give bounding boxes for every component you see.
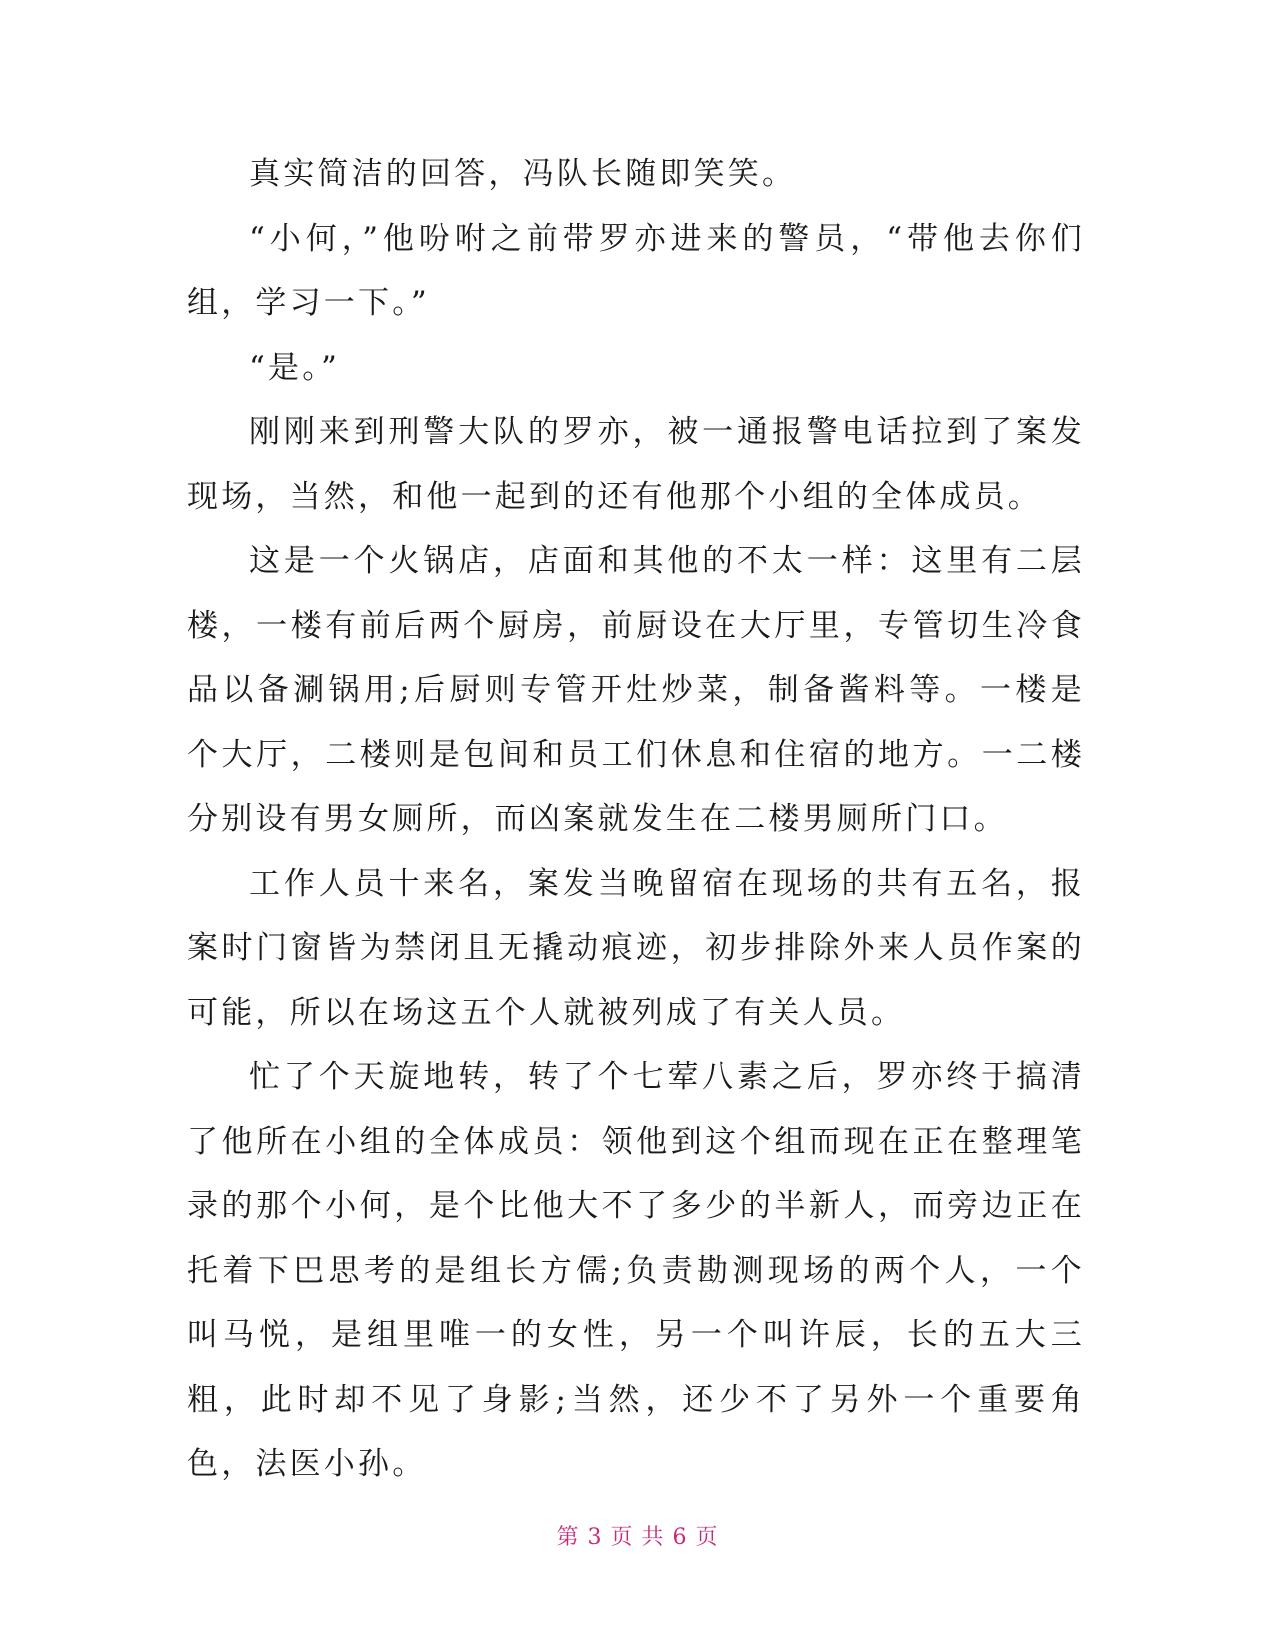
paragraph-1: 真实简洁的回答，冯队长随即笑笑。 bbox=[249, 156, 797, 192]
footer-prefix: 第 bbox=[556, 1525, 580, 1550]
paragraph-3: “是。” bbox=[249, 349, 340, 386]
footer-total-pages: 6 bbox=[672, 1525, 688, 1550]
page-footer bbox=[0, 1520, 1275, 1551]
body-text bbox=[187, 142, 1085, 1497]
footer-total-prefix: 共 bbox=[641, 1525, 665, 1550]
footer-suffix: 页 bbox=[695, 1525, 719, 1550]
paragraph-5: 这是一个火锅店，店面和其他的不太一样：这里有二层楼，一楼有前后两个厨房，前厨设在大厅里，专管切生冷食品以备涮锅用;后厨则专管开灶炒菜，制备酱料等。一楼是个大厅，二楼则是包间和员工们休息和住宿的地方。一二楼分别设有男女厕所，而凶案就发生在二楼男厕所门口。 bbox=[187, 543, 1085, 837]
paragraph-6: 工作人员十来名，案发当晚留宿在现场的共有五名，报案时门窗皆为禁闭且无撬动痕迹，初步排除外来人员作案的可能，所以在场这五个人就被列成了有关人员。 bbox=[187, 865, 1085, 1031]
paragraph-7: 忙了个天旋地转，转了个七荤八素之后，罗亦终于搞清了他所在小组的全体成员：领他到这个组而现在正在整理笔录的那个小何，是个比他大不了多少的半新人，而旁边正在托着下巴思考的是组长方儒;负责勘测现场的两个人，一个叫马悦，是组里唯一的女性，另一个叫许辰，长的五大三粗，此时却不见了身影;当然，还少不了另外一个重要角色，法医小孙。 bbox=[187, 1059, 1085, 1482]
paragraph-4: 刚刚来到刑警大队的罗亦，被一通报警电话拉到了案发现场，当然，和他一起到的还有他那个小组的全体成员。 bbox=[187, 414, 1085, 515]
footer-current-page: 3 bbox=[587, 1525, 603, 1550]
footer-page-word: 页 bbox=[610, 1525, 634, 1550]
paragraph-2: “小何，”他吩咐之前带罗亦进来的警员，“带他去你们组，学习一下。” bbox=[187, 220, 1085, 321]
